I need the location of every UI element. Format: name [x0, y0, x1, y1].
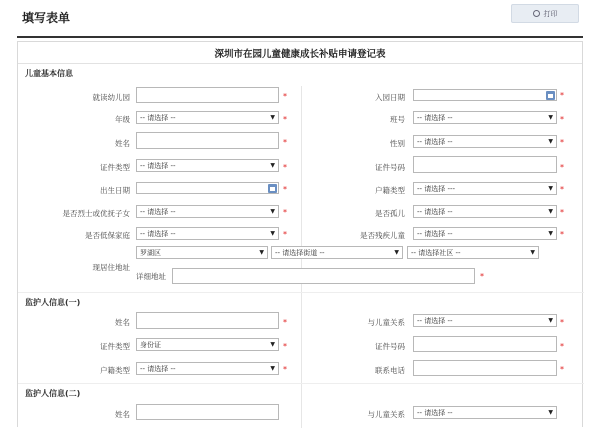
- guardian1-name-label: 姓名: [115, 318, 130, 327]
- print-button[interactable]: [511, 4, 579, 23]
- guardian1-id-type-select[interactable]: 身份证 ▼: [136, 338, 279, 351]
- guardian2-section-heading: 监护人信息(二): [25, 389, 81, 398]
- calendar-icon[interactable]: [546, 91, 555, 100]
- chevron-down-icon: ▼: [394, 249, 399, 256]
- chevron-down-icon: ▼: [270, 230, 275, 237]
- required-mark: *: [560, 342, 564, 351]
- required-mark: *: [560, 208, 564, 217]
- chevron-down-icon: ▼: [548, 185, 553, 192]
- grade-label: 年级: [115, 115, 130, 124]
- chevron-down-icon: ▼: [259, 249, 264, 256]
- chevron-down-icon: ▼: [530, 249, 535, 256]
- orphan-select[interactable]: -- 请选择 -- ▼: [413, 205, 557, 218]
- required-mark: *: [283, 342, 287, 351]
- required-mark: *: [283, 92, 287, 101]
- child-name-label: 姓名: [115, 139, 130, 148]
- chevron-down-icon: ▼: [548, 138, 553, 145]
- section-divider: [18, 383, 584, 384]
- chevron-down-icon: ▼: [548, 230, 553, 237]
- birth-date-input[interactable]: [136, 182, 279, 194]
- class-no-select[interactable]: -- 请选择 -- ▼: [413, 111, 557, 124]
- required-mark: *: [283, 365, 287, 374]
- birth-date-label: 出生日期: [100, 186, 130, 195]
- guardian1-name-input[interactable]: [136, 312, 279, 329]
- child-section-heading: 儿童基本信息: [25, 69, 73, 78]
- low-income-label: 是否低保家庭: [85, 231, 130, 240]
- kindergarten-input[interactable]: [136, 87, 279, 103]
- form-title: 深圳市在园儿童健康成长补贴申请登记表: [214, 49, 386, 60]
- child-id-no-input[interactable]: [413, 156, 557, 173]
- guardian1-phone-input[interactable]: [413, 360, 557, 376]
- guardian2-name-input[interactable]: [136, 404, 279, 420]
- low-income-select[interactable]: -- 请选择 -- ▼: [136, 227, 279, 240]
- chevron-down-icon: ▼: [548, 409, 553, 416]
- entry-date-input[interactable]: [413, 89, 557, 101]
- required-mark: *: [480, 272, 484, 281]
- chevron-down-icon: ▼: [270, 208, 275, 215]
- gender-select[interactable]: -- 请选择 -- ▼: [413, 135, 557, 148]
- guardian1-relation-label: 与儿童关系: [367, 318, 405, 327]
- print-icon: [533, 10, 540, 17]
- guardian1-relation-select[interactable]: -- 请选择 -- ▼: [413, 314, 557, 327]
- kindergarten-label: 就读幼儿园: [92, 93, 130, 102]
- guardian1-id-no-input[interactable]: [413, 336, 557, 352]
- hukou-type-label: 户籍类型: [375, 186, 405, 195]
- disabled-child-select[interactable]: -- 请选择 -- ▼: [413, 227, 557, 240]
- chevron-down-icon: ▼: [270, 341, 275, 348]
- grade-select[interactable]: -- 请选择 -- ▼: [136, 111, 279, 124]
- guardian1-hukou-label: 户籍类型: [100, 366, 130, 375]
- guardian1-section-heading: 监护人信息(一): [25, 298, 81, 307]
- required-mark: *: [283, 230, 287, 239]
- required-mark: *: [283, 208, 287, 217]
- guardian1-id-type-label: 证件类型: [100, 342, 130, 351]
- required-mark: *: [560, 138, 564, 147]
- required-mark: *: [560, 115, 564, 124]
- required-mark: *: [560, 365, 564, 374]
- header-divider: [17, 36, 583, 38]
- hukou-type-select[interactable]: -- 请选择 --- ▼: [413, 182, 557, 195]
- chevron-down-icon: ▼: [270, 114, 275, 121]
- address-detail-input[interactable]: [172, 268, 475, 284]
- chevron-down-icon: ▼: [548, 208, 553, 215]
- print-button-label: 打印: [543, 9, 558, 18]
- community-select[interactable]: -- 请选择社区 -- ▼: [407, 246, 539, 259]
- guardian1-phone-label: 联系电话: [375, 366, 405, 375]
- guardian1-id-no-label: 证件号码: [375, 342, 405, 351]
- required-mark: *: [560, 91, 564, 100]
- required-mark: *: [283, 185, 287, 194]
- entry-date-label: 入园日期: [375, 93, 405, 102]
- required-mark: *: [560, 230, 564, 239]
- address-detail-label: 详细地址: [136, 272, 166, 281]
- required-mark: *: [283, 318, 287, 327]
- martyr-child-label: 是否烈士或优抚子女: [62, 209, 130, 218]
- guardian1-hukou-select[interactable]: -- 请选择 -- ▼: [136, 362, 279, 375]
- required-mark: *: [283, 138, 287, 147]
- address-label: 现居住地址: [92, 263, 130, 272]
- required-mark: *: [560, 318, 564, 327]
- guardian2-relation-label: 与儿童关系: [367, 410, 405, 419]
- required-mark: *: [560, 163, 564, 172]
- title-divider: [18, 63, 582, 64]
- chevron-down-icon: ▼: [548, 114, 553, 121]
- guardian2-relation-select[interactable]: -- 请选择 -- ▼: [413, 406, 557, 419]
- guardian2-name-label: 姓名: [115, 410, 130, 419]
- required-mark: *: [283, 163, 287, 172]
- street-select[interactable]: -- 请选择街道 -- ▼: [271, 246, 403, 259]
- orphan-label: 是否孤儿: [375, 209, 405, 218]
- section-divider: [18, 292, 584, 293]
- calendar-icon[interactable]: [268, 184, 277, 193]
- application-form: [17, 41, 583, 427]
- class-no-label: 班号: [390, 115, 405, 124]
- child-name-input[interactable]: [136, 132, 279, 149]
- chevron-down-icon: ▼: [270, 365, 275, 372]
- required-mark: *: [283, 115, 287, 124]
- chevron-down-icon: ▼: [548, 317, 553, 324]
- child-id-no-label: 证件号码: [375, 163, 405, 172]
- child-id-type-label: 证件类型: [100, 163, 130, 172]
- district-select[interactable]: 罗湖区 ▼: [136, 246, 268, 259]
- required-mark: *: [560, 185, 564, 194]
- martyr-child-select[interactable]: -- 请选择 -- ▼: [136, 205, 279, 218]
- gender-label: 性别: [390, 139, 405, 148]
- disabled-child-label: 是否残疾儿童: [360, 231, 405, 240]
- header-bar: [0, 0, 600, 36]
- page-title: 填写表单: [22, 11, 71, 25]
- child-id-type-select[interactable]: -- 请选择 -- ▼: [136, 159, 279, 172]
- chevron-down-icon: ▼: [270, 162, 275, 169]
